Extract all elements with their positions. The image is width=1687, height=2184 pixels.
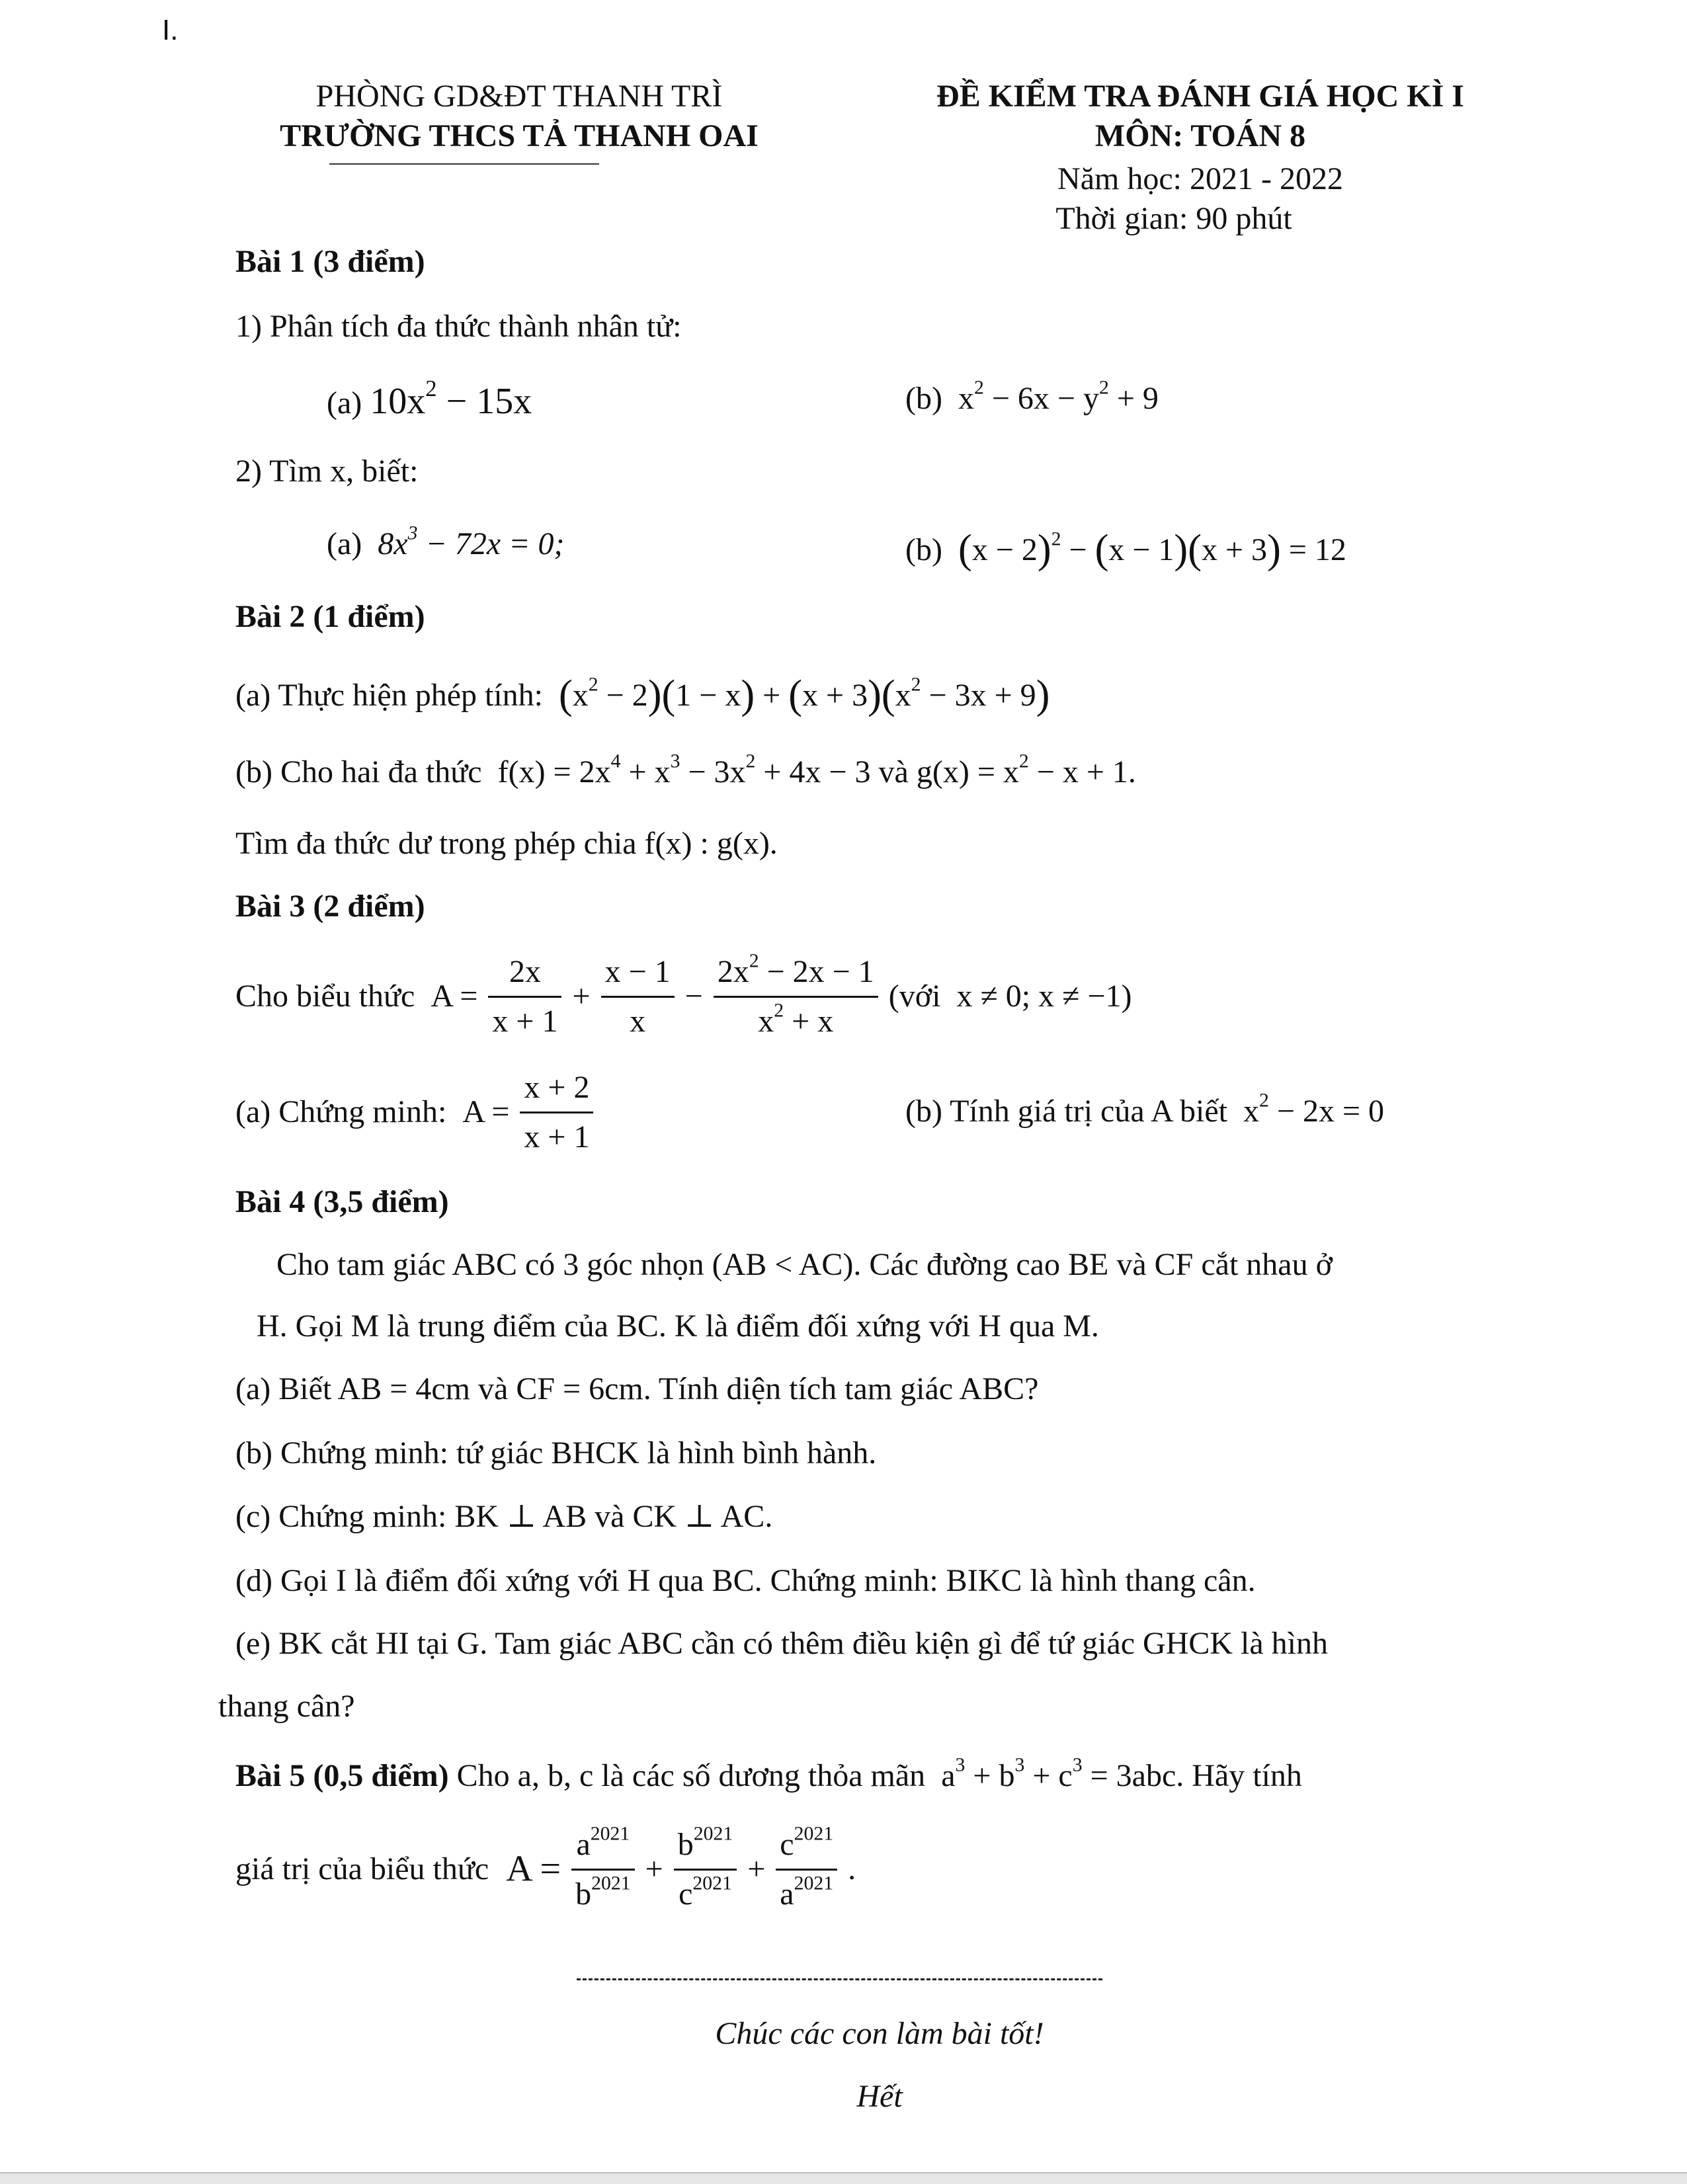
bai3-a-text: (a) Chứng minh: (235, 1094, 447, 1130)
bai5-A-lhs: A = (497, 1848, 561, 1890)
exam-subject: MÔN: TOÁN 8 (1094, 118, 1306, 153)
bai1-q1a-label: (a) (327, 385, 362, 421)
end-mark: Hết (856, 2079, 903, 2114)
school-name: TRƯỜNG THCS TẢ THANH OAI (280, 118, 759, 153)
plus-sign-2: + (747, 1851, 766, 1887)
bai4-e-line1: (e) BK cắt HI tại G. Tam giác ABC cần có thêm điều kiện gì để tứ giác GHCK là hình (235, 1626, 1329, 1661)
bai5-text1-end: . Hãy tính (1176, 1758, 1302, 1793)
plus-sign-1: + (645, 1851, 663, 1887)
fraction-a-over-b: $\frac{a^{2021}}{b^{2021}}$ (571, 1825, 635, 1914)
bai3-title: Bài 3 (2 điểm) (235, 889, 425, 924)
bai3-b-text: (b) Tính giá trị của A biết (905, 1094, 1228, 1129)
bai1-q2b-expression: $(x - 2)^2 - (x - 1)(x + 3) = 12$ (958, 526, 1346, 572)
fraction-third-term: $\frac{2x^2 - 2x - 1}{x^2 + x}$ (714, 952, 878, 1041)
bai5-line1 (235, 1754, 1302, 1794)
bai4-c: (c) Chứng minh: BK ⊥ AB và CK ⊥ AC. (235, 1499, 773, 1534)
bai1-q2a-expression: $8x^3 - 72x = 0$; (370, 522, 565, 561)
bai1-title: Bài 1 (3 điểm) (235, 244, 425, 279)
bai2-a-text: (a) Thực hiện phép tính: (235, 678, 543, 713)
minus-sign: − (684, 979, 703, 1014)
bai4-a: (a) Biết AB = 4cm và CF = 6cm. Tính diện tích tam giác ABC? (235, 1371, 1039, 1406)
fraction-b-over-c: $\frac{b^{2021}}{c^{2021}}$ (674, 1825, 737, 1914)
bai3-a-lhs: A = (454, 1094, 510, 1130)
bai3-condition: x ≠ 0; x ≠ −1) (948, 979, 1132, 1014)
exam-duration: Thời gian: 90 phút (1055, 201, 1292, 236)
bai1-q2b (905, 527, 1346, 573)
bai1-q2: 2) Tìm x, biết: (235, 454, 419, 489)
bai1-q1b (905, 376, 1159, 417)
bai3-b-expression: $x^2 - 2x = 0$ (1235, 1089, 1385, 1129)
bai3-intro: Cho biểu thức (235, 979, 415, 1014)
bai2-a (235, 672, 1049, 718)
bai1-q2a (327, 522, 565, 562)
bai5-text1: Cho a, b, c là các số dương thỏa mãn (456, 1758, 926, 1793)
bai1-q1a-expression: $10x^2 - 15x$ (370, 375, 532, 422)
bai3-a (235, 1068, 596, 1157)
fraction-x-minus-1-over-x: $\frac{x - 1}{x}$ (601, 952, 675, 1041)
bai5-condition: $a^3 + b^3 + c^3 = 3abc$ (933, 1754, 1176, 1793)
bai2-c: Tìm đa thức dư trong phép chia f(x) : g(x). (235, 826, 778, 861)
bai5-line2 (235, 1822, 856, 1914)
bai1-q1a (327, 375, 532, 423)
fraction-2x-over-x-plus-1: $\frac{2x}{x + 1}$ (488, 952, 561, 1041)
bai2-title: Bài 2 (1 điểm) (235, 599, 425, 634)
bai4-intro-line2: H. Gọi M là trung điểm của BC. K là điểm đối xứng với H qua M. (257, 1309, 1099, 1344)
bai2-b-and: và (878, 754, 909, 789)
fraction-c-over-a: $\frac{c^{2021}}{a^{2021}}$ (776, 1825, 837, 1914)
bai3-b (905, 1089, 1385, 1129)
bai3-cond-prefix: (với (888, 979, 941, 1014)
bai4-intro-line1: Cho tam giác ABC có 3 góc nhọn (AB < AC). Các đường cao BE và CF cắt nhau ở (276, 1247, 1333, 1282)
bai2-g-expression: $g(x) = x^2 - x + 1$. (916, 750, 1136, 789)
bai1-q2b-label: (b) (905, 532, 942, 567)
plus-sign: + (572, 979, 591, 1014)
header-underline (329, 163, 599, 165)
bai4-b: (b) Chứng minh: tứ giác BHCK là hình bình hành. (235, 1436, 877, 1471)
bai2-a-expression: $(x^2 - 2)(1 - x) + (x + 3)(x^2 - 3x + 9)$ (559, 672, 1050, 717)
bai5-title: Bài 5 (0,5 điểm) (235, 1758, 449, 1793)
bai4-d: (d) Gọi I là điểm đối xứng với H qua BC. Chứng minh: BIKC là hình thang cân. (235, 1563, 1256, 1598)
fraction-x-plus-2-over-x-plus-1: $\frac{x + 2}{x + 1}$ (520, 1068, 593, 1157)
page-bottom-edge (0, 2172, 1687, 2184)
bai4-e-line2: thang cân? (218, 1689, 355, 1724)
bai1-q1b-label: (b) (905, 381, 942, 416)
period: . (848, 1851, 856, 1887)
bai1-q1: 1) Phân tích đa thức thành nhân tử: (235, 309, 682, 344)
bai1-q1b-expression: $x^2 - 6x - y^2 + 9$ (950, 376, 1159, 416)
corner-mark: I. (162, 14, 179, 46)
bai2-b (235, 750, 1136, 790)
exam-title: ĐỀ KIỂM TRA ĐÁNH GIÁ HỌC KÌ I (936, 79, 1464, 114)
bai2-f-expression: $f(x) = 2x^4 + x^3 - 3x^2 + 4x - 3$ (489, 750, 871, 789)
bai5-text2: giá trị của biểu thức (235, 1851, 489, 1887)
bai1-q2a-label: (a) (327, 526, 362, 561)
separator-dashed-line (577, 1978, 1102, 1980)
bai4-title: Bài 4 (3,5 điểm) (235, 1184, 449, 1219)
school-year: Năm học: 2021 - 2022 (1057, 161, 1343, 196)
bai2-b-text: (b) Cho hai đa thức (235, 754, 482, 789)
bai3-expression-line (235, 952, 1132, 1041)
department-name: PHÒNG GD&ĐT THANH TRÌ (315, 79, 723, 114)
bai3-A-definition: A = (423, 979, 478, 1014)
closing-wish: Chúc các con làm bài tốt! (715, 2016, 1044, 2051)
